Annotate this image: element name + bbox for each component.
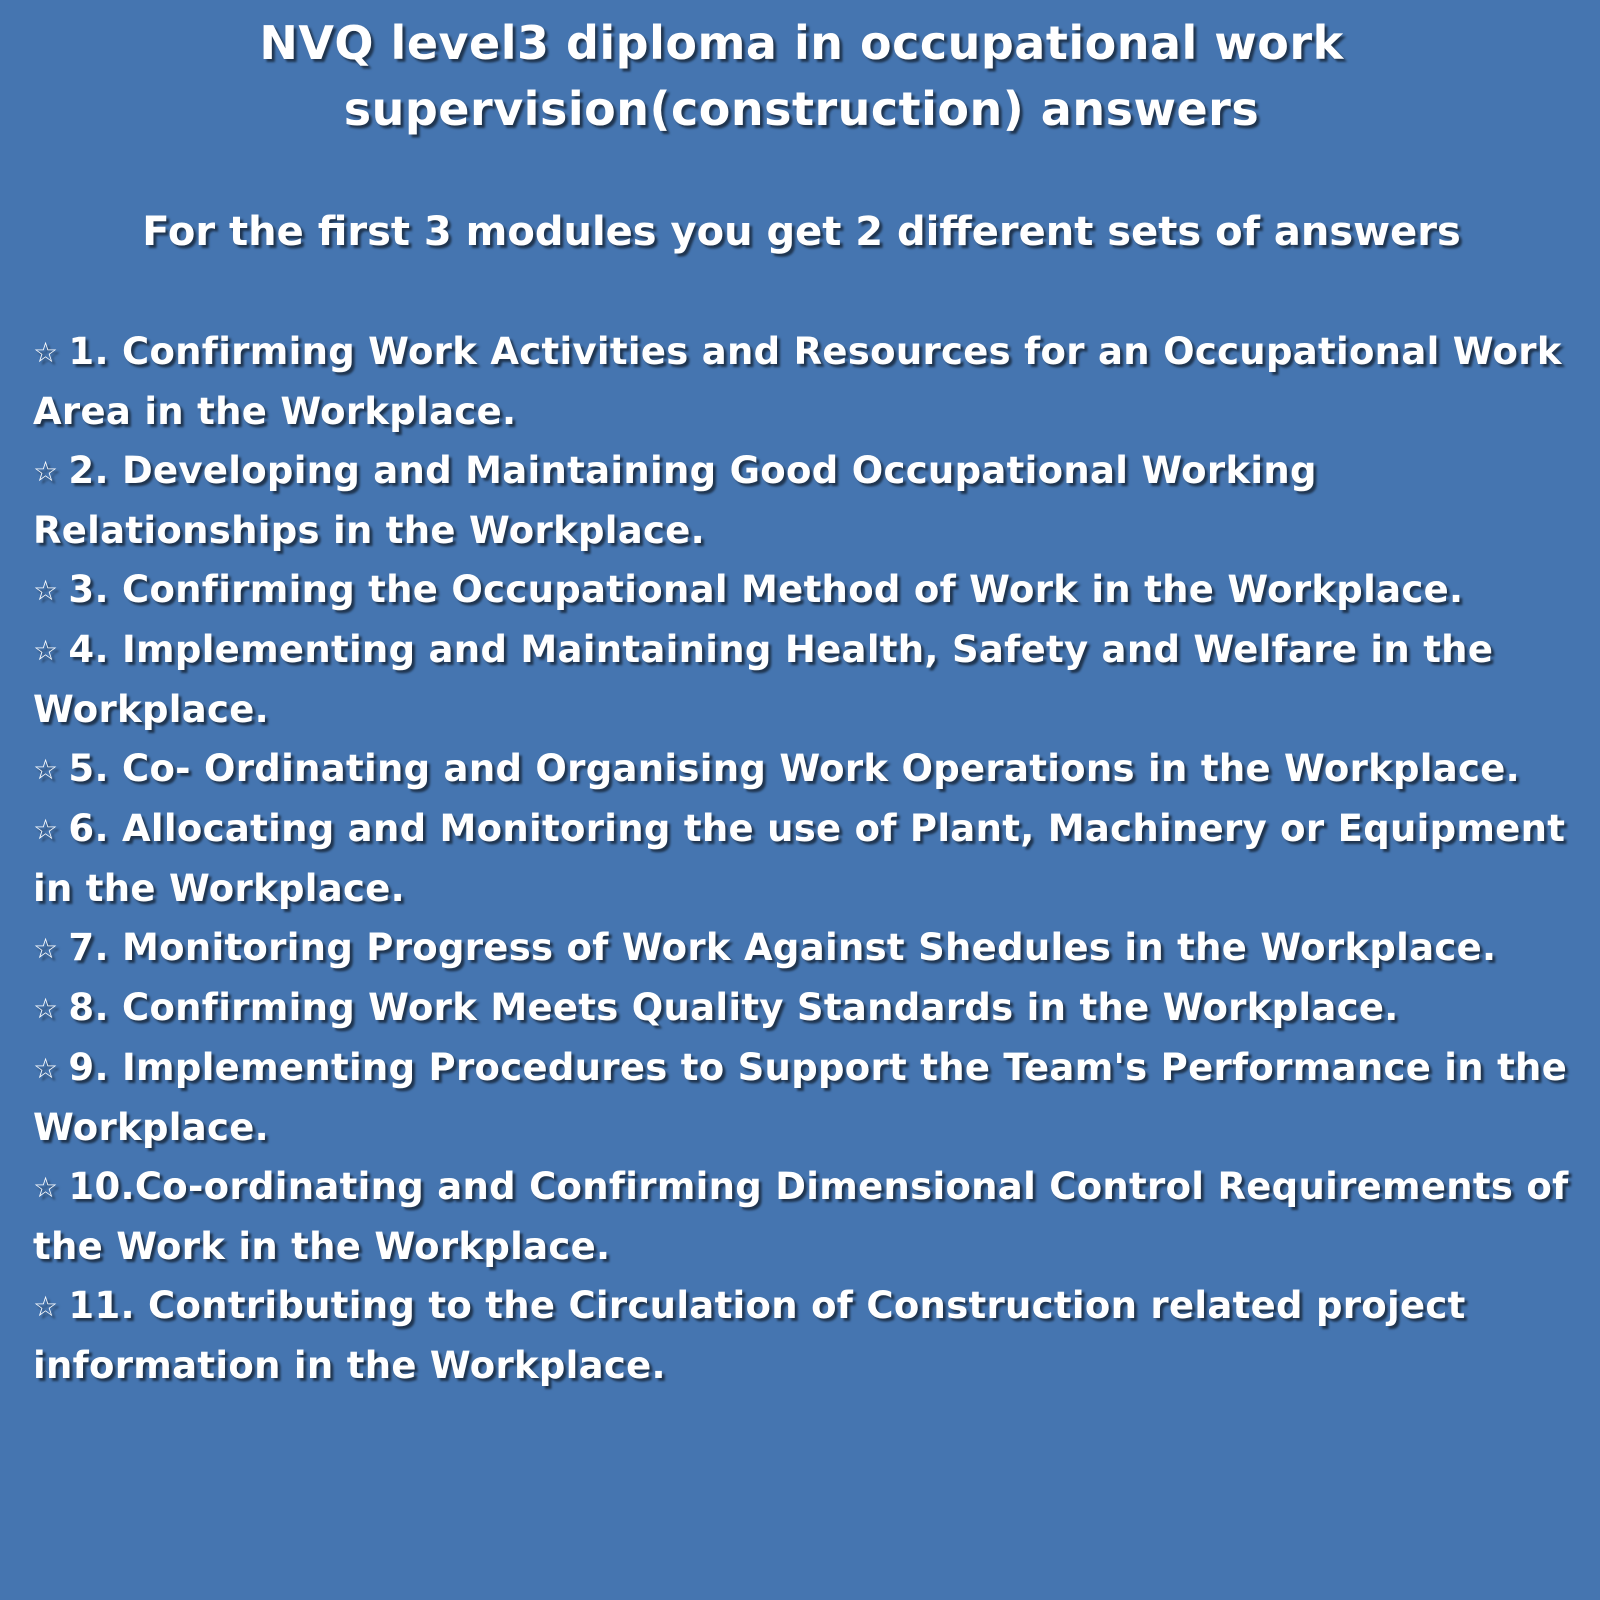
list-item xyxy=(33,739,1570,799)
list-item xyxy=(33,322,1570,441)
list-item xyxy=(33,1276,1570,1395)
module-text: 1. Confirming Work Activities and Resources for an Occupational Work Area in the Workplace. xyxy=(33,330,1562,433)
list-item xyxy=(33,978,1570,1038)
list-item xyxy=(33,799,1570,918)
module-text: 2. Developing and Maintaining Good Occupational Working Relationships in the Workplace. xyxy=(33,449,1317,552)
title-line-2: supervision(construction) answers xyxy=(343,82,1260,136)
star-icon: ☆ xyxy=(33,574,59,607)
module-text: 5. Co- Ordinating and Organising Work Operations in the Workplace. xyxy=(68,747,1521,790)
module-text: 8. Confirming Work Meets Quality Standards in the Workplace. xyxy=(68,986,1399,1029)
module-text: 9. Implementing Procedures to Support the Team's Performance in the Workplace. xyxy=(33,1046,1568,1149)
star-icon: ☆ xyxy=(33,634,59,667)
star-icon: ☆ xyxy=(33,1171,59,1204)
star-icon: ☆ xyxy=(33,336,59,369)
star-icon: ☆ xyxy=(33,932,59,965)
list-item xyxy=(33,620,1570,739)
page-title xyxy=(33,0,1570,142)
star-icon: ☆ xyxy=(33,1290,59,1323)
star-icon: ☆ xyxy=(33,813,59,846)
list-item xyxy=(33,441,1570,560)
module-text: 3. Confirming the Occupational Method of Work in the Workplace. xyxy=(68,568,1464,611)
module-text: 11. Contributing to the Circulation of Construction related project information in the Workplace. xyxy=(33,1284,1466,1387)
star-icon: ☆ xyxy=(33,992,59,1025)
list-item xyxy=(33,918,1570,978)
list-item xyxy=(33,560,1570,620)
module-text: 7. Monitoring Progress of Work Against Shedules in the Workplace. xyxy=(68,926,1497,969)
module-text: 6. Allocating and Monitoring the use of Plant, Machinery or Equipment in the Workplace. xyxy=(33,807,1566,910)
star-icon: ☆ xyxy=(33,1052,59,1085)
module-text: 4. Implementing and Maintaining Health, Safety and Welfare in the Workplace. xyxy=(33,628,1494,731)
title-line-1: NVQ level3 diploma in occupational work xyxy=(259,16,1344,70)
module-list xyxy=(33,322,1570,1395)
star-icon: ☆ xyxy=(33,753,59,786)
list-item xyxy=(33,1157,1570,1276)
star-icon: ☆ xyxy=(33,455,59,488)
list-item xyxy=(33,1038,1570,1157)
page-subtitle: For the first 3 modules you get 2 different sets of answers xyxy=(142,209,1461,255)
module-text: 10.Co-ordinating and Confirming Dimensional Control Requirements of the Work in the Workplace. xyxy=(33,1165,1569,1268)
